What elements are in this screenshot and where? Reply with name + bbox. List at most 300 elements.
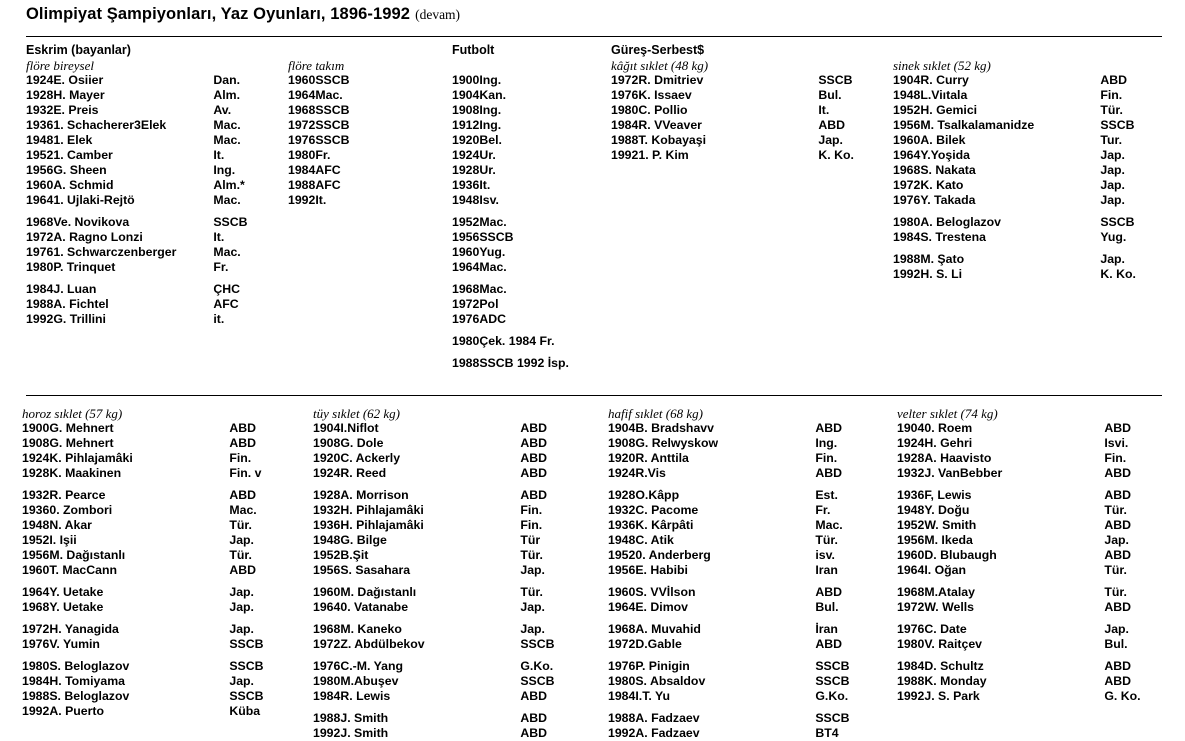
table-row: [313, 659, 580, 674]
cell-year: 1988: [897, 674, 925, 688]
cell-country: Mac.: [229, 503, 257, 517]
cell-year: 1936: [608, 518, 636, 532]
row-spacer-cell: [608, 578, 875, 585]
cell-year: 1936: [313, 518, 341, 532]
table-row: [22, 503, 289, 518]
cell-year: 1932: [897, 466, 925, 480]
table-row: [26, 163, 273, 178]
section-tuy-table: [313, 421, 580, 741]
cell-year: 1960: [893, 133, 921, 147]
cell-champion: W. Wells: [924, 600, 975, 614]
cell-champion: M. Dağıstanlı: [49, 548, 126, 562]
cell-country: SSCB: [229, 689, 264, 703]
cell-champion: Y. Takada: [920, 193, 976, 207]
cell-year: 1936: [452, 178, 480, 192]
cell-country: Fin.: [520, 518, 543, 532]
table-row: [288, 163, 375, 178]
row-spacer-cell: [452, 208, 589, 215]
row-spacer-cell: [313, 481, 580, 488]
cell-champion: C. Pacome: [635, 503, 699, 517]
table-row: [893, 133, 1160, 148]
row-spacer: [608, 578, 875, 585]
cell-champion: Çek. 1984 Fr.: [479, 334, 555, 348]
table-row: [26, 88, 273, 103]
section-hafif-subhead: hafif sıklet (68 kg): [608, 406, 703, 421]
table-row: [452, 312, 589, 327]
table-row: [288, 118, 375, 133]
table-row: [313, 548, 580, 563]
table-row: [608, 533, 875, 548]
cell-year: 1960: [608, 585, 636, 599]
table-row: [893, 230, 1160, 245]
cell-year: 1920: [608, 451, 636, 465]
cell-year: 1968: [897, 585, 925, 599]
cell-champion: 0. Vatanabe: [340, 600, 409, 614]
cell-champion: R. VVeaver: [638, 118, 702, 132]
table-row: [26, 282, 273, 297]
table-row: [608, 659, 875, 674]
cell-champion: SSCB: [315, 133, 350, 147]
cell-champion: A. Ragno Lonzi: [53, 230, 143, 244]
table-row: [608, 622, 875, 637]
cell-year: 1988: [313, 711, 341, 725]
cell-country: SSCB: [213, 215, 248, 229]
cell-country: ABD: [520, 726, 548, 740]
cell-year: 1976: [288, 133, 316, 147]
cell-year: 1984: [288, 163, 316, 177]
cell-year: 1928: [313, 488, 341, 502]
cell-champion: Yug.: [479, 245, 506, 259]
cell-year: 1976: [452, 312, 480, 326]
row-spacer-cell: [26, 208, 273, 215]
table-row: [452, 297, 589, 312]
cell-year: 1988: [26, 297, 54, 311]
table-row: [611, 103, 878, 118]
cell-country: Tür.: [1104, 585, 1127, 599]
cell-year: 1956: [897, 533, 925, 547]
cell-country: Tür.: [229, 518, 252, 532]
cell-year: 1952: [608, 548, 636, 562]
cell-year: 1912: [452, 118, 480, 132]
table-row: [893, 118, 1160, 133]
cell-champion: Ing.: [479, 73, 502, 87]
cell-country: ABD: [229, 436, 257, 450]
cell-year: 1904: [608, 421, 636, 435]
cell-country: Alm.*: [213, 178, 245, 192]
table-row: [893, 148, 1160, 163]
cell-year: 1988: [22, 689, 50, 703]
cell-champion: Y.Yoşida: [920, 148, 971, 162]
table-row: [608, 711, 875, 726]
table-row: [897, 585, 1164, 600]
cell-year: 1924: [452, 148, 480, 162]
cell-champion: T. Kobayaşi: [638, 133, 707, 147]
cell-champion: A. Beloglazov: [920, 215, 1001, 229]
cell-champion: AFC: [315, 178, 341, 192]
cell-country: Jap.: [1104, 622, 1129, 636]
cell-champion: G. Dole: [340, 436, 384, 450]
row-spacer-cell: [608, 704, 875, 711]
cell-country: ABD: [229, 563, 257, 577]
section-flore-takim-table: [288, 73, 375, 208]
cell-year: 1920: [313, 451, 341, 465]
cell-year: 1984: [608, 689, 636, 703]
cell-year: 1908: [22, 436, 50, 450]
cell-country: ABD: [520, 711, 548, 725]
page-title: [26, 5, 460, 24]
row-spacer: [313, 652, 580, 659]
row-spacer-cell: [897, 578, 1164, 585]
cell-year: 1964: [22, 585, 50, 599]
cell-country: Fin.: [1104, 451, 1127, 465]
cell-champion: C.-M. Yang: [340, 659, 403, 673]
cell-country: Tür.: [520, 585, 543, 599]
table-row: [897, 503, 1164, 518]
table-row: [611, 148, 878, 163]
section-futbol-category: Futbolt: [452, 43, 495, 57]
cell-champion: G. Relwyskow: [635, 436, 719, 450]
cell-champion: G. Sheen: [53, 163, 107, 177]
table-row: [452, 73, 589, 88]
table-row: [26, 73, 273, 88]
table-row: [26, 193, 273, 208]
section-tuy-subhead: tüy sıklet (62 kg): [313, 406, 400, 421]
cell-year: 1972: [22, 622, 50, 636]
table-row: [452, 118, 589, 133]
cell-year: 1968: [608, 622, 636, 636]
cell-champion: S. Beloglazov: [49, 659, 130, 673]
cell-country: Tür.: [1100, 103, 1123, 117]
section-sinek-table: [893, 73, 1160, 282]
cell-year: 1984: [611, 118, 639, 132]
cell-champion: 1. Schwarczenberger: [53, 245, 177, 259]
cell-champion: M. Dağıstanlı: [340, 585, 417, 599]
cell-champion: H. Pihlajamâki: [340, 518, 424, 532]
cell-champion: D. Schultz: [924, 659, 984, 673]
cell-country: Yug.: [1100, 230, 1127, 244]
row-spacer-cell: [313, 578, 580, 585]
cell-champion: K. Issaev: [638, 88, 692, 102]
cell-year: 1988: [893, 252, 921, 266]
table-row: [22, 451, 289, 466]
cell-year: 1992: [611, 148, 639, 162]
table-row: [452, 148, 589, 163]
cell-country: Fin. v: [229, 466, 262, 480]
table-row: [288, 193, 375, 208]
cell-champion: M. Ikeda: [924, 533, 973, 547]
table-row: [313, 518, 580, 533]
cell-country: ÇHC: [213, 282, 241, 296]
table-row: [893, 215, 1160, 230]
table-row: [22, 600, 289, 615]
table-row: [26, 297, 273, 312]
cell-champion: 1. P. Kim: [638, 148, 689, 162]
cell-year: 1976: [608, 659, 636, 673]
cell-champion: H. Gemici: [920, 103, 978, 117]
table-row: [313, 421, 580, 436]
table-row: [608, 436, 875, 451]
cell-year: 1992: [608, 726, 636, 740]
cell-champion: H. Pihlajamâki: [340, 503, 424, 517]
table-row: [313, 436, 580, 451]
cell-year: 1964: [897, 563, 925, 577]
cell-country: Jap.: [1100, 252, 1125, 266]
cell-year: 1972: [893, 178, 921, 192]
cell-champion: A. Fadzaev: [635, 711, 700, 725]
cell-country: BT4: [815, 726, 839, 740]
row-spacer-cell: [608, 481, 875, 488]
cell-country: Iran: [815, 563, 838, 577]
cell-year: 1924: [26, 73, 54, 87]
cell-country: Küba: [229, 704, 261, 718]
table-row: [611, 88, 878, 103]
row-spacer-cell: [26, 275, 273, 282]
cell-year: 1968: [313, 622, 341, 636]
section-velter-table: [897, 421, 1164, 704]
cell-champion: M.Atalay: [924, 585, 975, 599]
cell-country: K. Ko.: [1100, 267, 1136, 281]
cell-country: Jap.: [1100, 193, 1125, 207]
cell-champion: A. Haavisto: [924, 451, 992, 465]
section-velter-subhead: velter sıklet (74 kg): [897, 406, 998, 421]
row-spacer: [608, 704, 875, 711]
table-row: [897, 600, 1164, 615]
cell-champion: C. Ackerly: [340, 451, 401, 465]
cell-year: 1948: [897, 503, 925, 517]
cell-year: 1952: [313, 548, 341, 562]
table-row: [313, 488, 580, 503]
cell-champion: 0. Anderberg: [635, 548, 711, 562]
section-tuy: [313, 406, 580, 741]
table-row: [22, 421, 289, 436]
cell-year: 1952: [26, 148, 54, 162]
cell-country: ABD: [1104, 674, 1132, 688]
cell-champion: R. Anttila: [635, 451, 689, 465]
table-row: [897, 659, 1164, 674]
cell-champion: Ur.: [479, 163, 496, 177]
table-row: [22, 689, 289, 704]
cell-country: Tür.: [520, 548, 543, 562]
cell-champion: B. Bradshavv: [635, 421, 714, 435]
cell-champion: A. Muvahid: [635, 622, 701, 636]
table-row: [897, 436, 1164, 451]
cell-champion: I.T. Yu: [635, 689, 670, 703]
cell-year: 1924: [22, 451, 50, 465]
row-spacer: [893, 208, 1160, 215]
cell-year: 1956: [313, 563, 341, 577]
cell-country: Fin.: [520, 503, 543, 517]
cell-champion: E. Dimov: [635, 600, 688, 614]
cell-champion: M. Kaneko: [340, 622, 402, 636]
section-flore-takim: [288, 58, 375, 208]
table-row: [22, 585, 289, 600]
table-row: [608, 674, 875, 689]
section-futbol-table: [452, 73, 589, 371]
cell-country: isv.: [815, 548, 835, 562]
cell-champion: J. Smith: [340, 726, 389, 740]
cell-year: 1972: [26, 230, 54, 244]
section-horoz-subhead: horoz sıklet (57 kg): [22, 406, 123, 421]
cell-country: Jap.: [520, 600, 545, 614]
cell-champion: E. Habibi: [635, 563, 688, 577]
section-horoz: [22, 406, 289, 719]
cell-year: 1908: [608, 436, 636, 450]
row-spacer-cell: [608, 615, 875, 622]
cell-year: 1960: [452, 245, 480, 259]
cell-champion: 0. Zombori: [49, 503, 113, 517]
cell-country: Tür.: [1104, 503, 1127, 517]
table-row: [22, 563, 289, 578]
cell-year: 1980: [893, 215, 921, 229]
cell-country: Mac.: [213, 133, 241, 147]
row-spacer-cell: [452, 327, 589, 334]
cell-champion: A. Fichtel: [53, 297, 109, 311]
section-horoz-table: [22, 421, 289, 719]
cell-year: 1988: [288, 178, 316, 192]
cell-champion: Mac.: [315, 88, 343, 102]
cell-year: 1932: [26, 103, 54, 117]
cell-champion: J. Luan: [53, 282, 97, 296]
row-spacer-cell: [897, 652, 1164, 659]
cell-year: 1988: [608, 711, 636, 725]
cell-champion: A. Schmid: [53, 178, 114, 192]
row-spacer: [897, 615, 1164, 622]
cell-country: G. Ko.: [1104, 689, 1141, 703]
cell-champion: Ing.: [479, 118, 502, 132]
cell-year: 1976: [897, 622, 925, 636]
table-row: [452, 178, 589, 193]
cell-country: ABD: [520, 488, 548, 502]
row-spacer-cell: [897, 481, 1164, 488]
cell-country: Jap.: [229, 533, 254, 547]
cell-country: Mac.: [213, 193, 241, 207]
cell-year: 1900: [22, 421, 50, 435]
row-spacer: [608, 481, 875, 488]
cell-country: Bul.: [1104, 637, 1128, 651]
section-eskrim-subhead: flöre bireysel: [26, 58, 94, 73]
cell-champion: G. Trillini: [53, 312, 106, 326]
cell-country: It.: [213, 230, 225, 244]
cell-country: Jap.: [1104, 533, 1129, 547]
cell-country: SSCB: [815, 659, 850, 673]
row-spacer-cell: [22, 615, 289, 622]
cell-champion: It.: [315, 193, 327, 207]
table-row: [313, 622, 580, 637]
cell-country: Ing.: [815, 436, 838, 450]
cell-year: 1948: [608, 533, 636, 547]
cell-champion: H. Tomiyama: [49, 674, 125, 688]
cell-year: 1960: [288, 73, 316, 87]
cell-country: Jap.: [1100, 148, 1125, 162]
cell-champion: C. Pollio: [638, 103, 688, 117]
cell-champion: S. Trestena: [920, 230, 986, 244]
cell-year: 1928: [608, 488, 636, 502]
cell-year: 1948: [452, 193, 480, 207]
section-flore-takim-subhead: flöre takım: [288, 58, 345, 73]
cell-year: 1972: [897, 600, 925, 614]
cell-year: 1992: [22, 704, 50, 718]
cell-country: ABD: [229, 488, 257, 502]
cell-year: 1932: [313, 503, 341, 517]
cell-year: 1960: [26, 178, 54, 192]
cell-champion: R. Reed: [340, 466, 387, 480]
cell-country: ABD: [520, 466, 548, 480]
cell-champion: Mac.: [479, 260, 507, 274]
cell-champion: A. Morrison: [340, 488, 409, 502]
row-spacer: [452, 275, 589, 282]
cell-country: It.: [818, 103, 830, 117]
table-row: [897, 563, 1164, 578]
cell-year: 1984: [26, 282, 54, 296]
cell-country: ABD: [520, 451, 548, 465]
cell-country: SSCB: [520, 637, 555, 651]
cell-champion: W. Smith: [924, 518, 977, 532]
cell-country: Mac.: [213, 118, 241, 132]
divider-middle: [26, 395, 1162, 396]
cell-country: Jap.: [1100, 178, 1125, 192]
table-row: [452, 103, 589, 118]
cell-country: it.: [213, 312, 225, 326]
cell-year: 1984: [897, 659, 925, 673]
table-row: [452, 260, 589, 275]
table-row: [313, 585, 580, 600]
row-spacer: [897, 481, 1164, 488]
table-row: [897, 518, 1164, 533]
table-row: [288, 133, 375, 148]
table-row: [608, 600, 875, 615]
table-row: [288, 73, 375, 88]
cell-champion: S. Sasahara: [340, 563, 411, 577]
cell-champion: Y. Uetake: [49, 585, 104, 599]
section-eskrim-category: Eskrim (bayanlar): [26, 43, 131, 57]
cell-country: Jap.: [520, 622, 545, 636]
cell-champion: H. Yanagida: [49, 622, 119, 636]
table-row: [22, 637, 289, 652]
cell-year: 1964: [288, 88, 316, 102]
section-gures-category: Güreş-Serbest$: [611, 43, 705, 57]
row-spacer: [608, 615, 875, 622]
cell-year: 1928: [22, 466, 50, 480]
table-row: [897, 689, 1164, 704]
cell-year: 1956: [22, 548, 50, 562]
row-spacer: [452, 349, 589, 356]
cell-champion: H. Mayer: [53, 88, 105, 102]
cell-champion: S. Nakata: [920, 163, 976, 177]
cell-champion: Ur.: [479, 148, 496, 162]
cell-country: ABD: [1104, 548, 1132, 562]
cell-country: SSCB: [1100, 118, 1135, 132]
cell-year: 1928: [452, 163, 480, 177]
cell-champion: F, Lewis: [924, 488, 972, 502]
cell-champion: Ing.: [479, 103, 502, 117]
cell-year: 1972: [608, 637, 636, 651]
table-row: [26, 118, 273, 133]
cell-year: 1980: [26, 260, 54, 274]
cell-champion: D.Gable: [635, 637, 682, 651]
cell-champion: Z. Abdülbekov: [340, 637, 425, 651]
cell-year: 1968: [893, 163, 921, 177]
cell-champion: 1. Camber: [53, 148, 113, 162]
cell-country: ABD: [1104, 600, 1132, 614]
table-row: [611, 118, 878, 133]
table-row: [608, 503, 875, 518]
cell-year: 1904: [313, 421, 341, 435]
cell-year: 1904: [893, 73, 921, 87]
table-row: [26, 133, 273, 148]
cell-country: SSCB: [520, 674, 555, 688]
cell-year: 1920: [452, 133, 480, 147]
cell-champion: M.Abuşev: [340, 674, 399, 688]
